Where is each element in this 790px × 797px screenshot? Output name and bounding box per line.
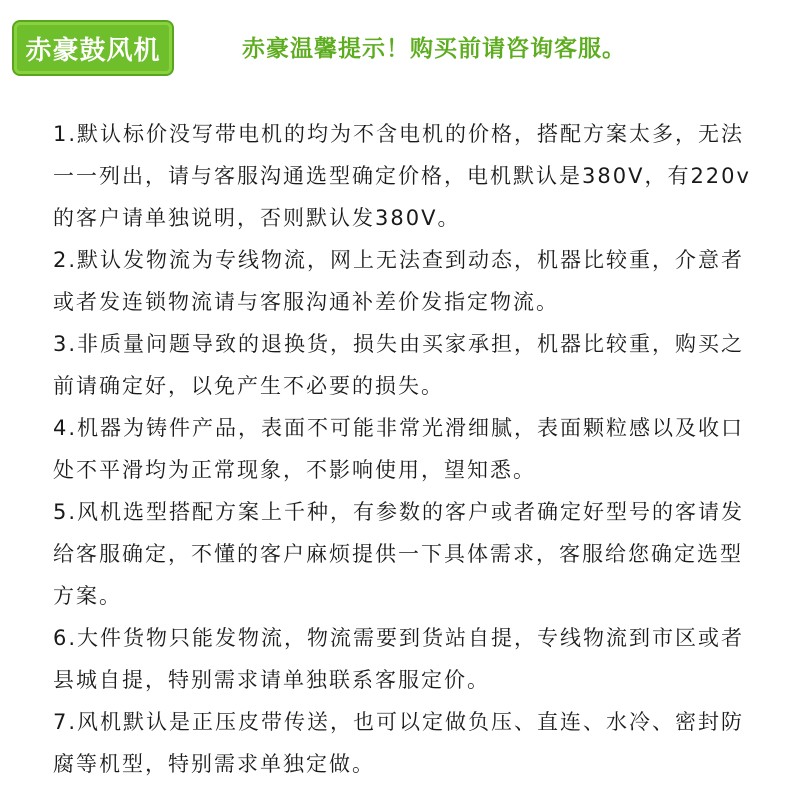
brand-badge xyxy=(14,22,172,74)
brand-badge-label: 赤豪鼓风机 xyxy=(25,35,161,66)
notice-item: 6.大件货物只能发物流，物流需要到货站自提，专线物流到市区或者县城自提，特别需求请单独联系客服定价。 xyxy=(53,626,745,692)
notice-list xyxy=(53,113,753,785)
notice-item: 7.风机默认是正压皮带传送，也可以定做负压、直连、水冷、密封防腐等机型，特别需求单独定做。 xyxy=(53,710,745,776)
notice-item: 1.默认标价没写带电机的均为不含电机的价格，搭配方案太多，无法一一列出，请与客服沟通选型确定价格，电机默认是380V，有220v的客户请单独说明，否则默认发380V。 xyxy=(53,122,751,230)
page-title: 赤豪温馨提示！购买前请咨询客服。 xyxy=(242,36,626,62)
notice-item: 4.机器为铸件产品，表面不可能非常光滑细腻，表面颗粒感以及收口处不平滑均为正常现象，不影响使用，望知悉。 xyxy=(53,416,745,482)
notice-item: 3.非质量问题导致的退换货，损失由买家承担，机器比较重，购买之前请确定好，以免产生不必要的损失。 xyxy=(53,332,745,398)
notice-item: 2.默认发物流为专线物流，网上无法查到动态，机器比较重，介意者或者发连锁物流请与客服沟通补差价发指定物流。 xyxy=(53,248,745,314)
notice-item: 5.风机选型搭配方案上千种，有参数的客户或者确定好型号的客请发给客服确定，不懂的客户麻烦提供一下具体需求，客服给您确定选型方案。 xyxy=(53,500,745,608)
